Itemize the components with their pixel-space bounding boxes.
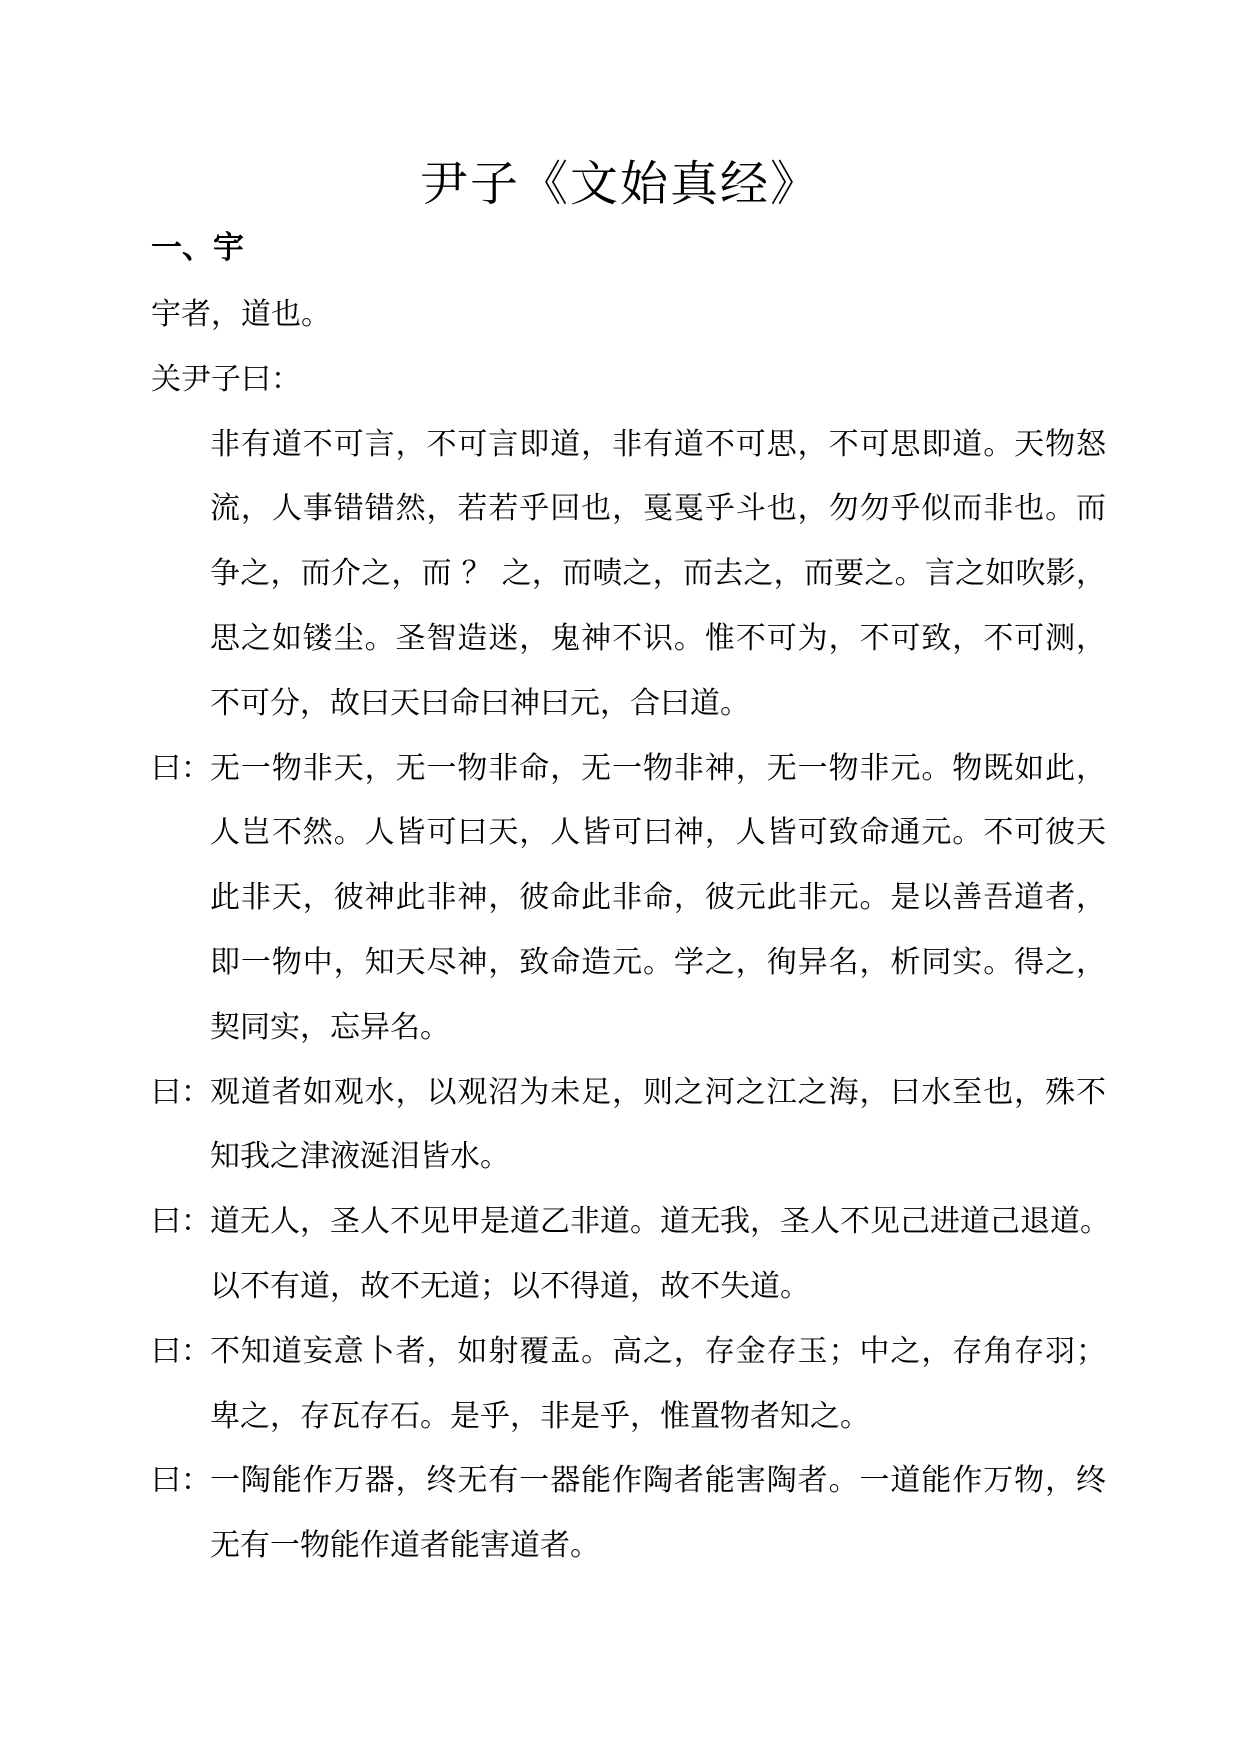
paragraph-line: 流，人事错错然，若若乎回也，戛戛乎斗也，勿勿乎似而非也。而 [210,491,1106,527]
paragraph-line: 思之如镂尘。圣智造迷，鬼神不识。惟不可为，不可致，不可测， [210,621,1106,656]
paragraph-line: 非有道不可言，不可言即道，非有道不可思，不可思即道。天物怒 [210,426,1106,462]
paragraph-line: 不可分，故曰天曰命曰神曰元，合曰道。 [210,685,750,721]
saying-prefix: 曰： [151,1463,211,1499]
saying-line: 即一物中，知天尽神，致命造元。学之，徇异名，析同实。得之， [210,945,1106,980]
saying-line: 一陶能作万器，终无有一器能作陶者能害陶者。一道能作万物，终 [210,1463,1106,1499]
saying-line: 无一物非天，无一物非命，无一物非神，无一物非元。物既如此， [210,750,1106,786]
section-heading: 一、宇 [151,230,244,266]
saying-line: 道无人，圣人不见甲是道乙非道。道无我，圣人不见己进道己退道。 [210,1204,1110,1240]
saying-line: 人岂不然。人皆可曰天，人皆可曰神，人皆可致命通元。不可彼天 [210,815,1106,851]
saying-prefix: 曰： [151,750,211,786]
paragraph-line: 争之，而介之，而 ？ 之，而啧之，而去之，而要之。言之如吹影， [210,556,1106,592]
intro-line: 宇者，道也。 [151,297,331,332]
speaker-label: 关尹子曰： [151,361,301,397]
saying-prefix: 曰： [151,1074,211,1110]
saying-line: 不知道妄意卜者，如射覆盂。高之，存金存玉；中之，存角存羽； [210,1333,1106,1369]
saying-line: 观道者如观水，以观沼为未足，则之河之江之海，曰水至也，殊不 [210,1074,1106,1110]
saying-prefix: 曰： [151,1204,211,1240]
saying-line: 知我之津液涎泪皆水。 [210,1139,510,1175]
saying-line: 此非天，彼神此非神，彼命此非命，彼元此非元。是以善吾道者， [210,880,1106,916]
saying-prefix: 曰： [151,1333,211,1369]
saying-line: 以不有道，故不无道；以不得道，故不失道。 [210,1269,810,1304]
saying-line: 契同实，忘异名。 [210,1009,450,1045]
saying-line: 卑之，存瓦存石。是乎，非是乎，惟置物者知之。 [210,1398,870,1434]
saying-line: 无有一物能作道者能害道者。 [210,1528,600,1564]
document-title: 尹子《文始真经》 [419,156,820,212]
